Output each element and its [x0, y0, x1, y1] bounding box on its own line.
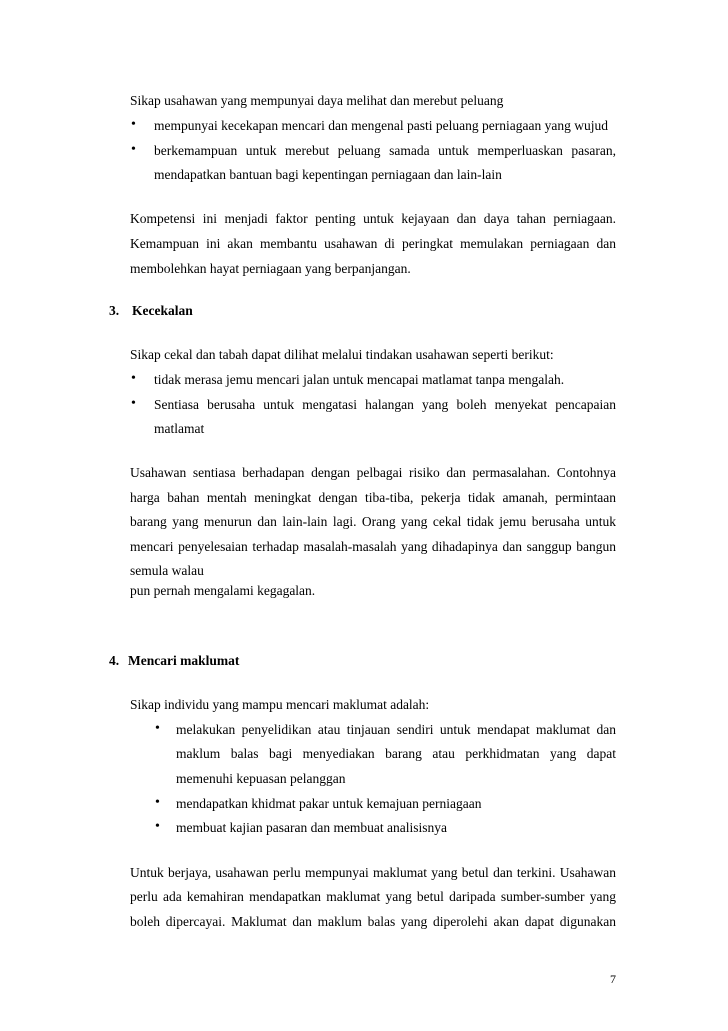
top-bullet-1-line-1: mempunyai kecekapan mencari dan mengenal pasti peluang perniagaan yang wujud — [154, 118, 608, 133]
section-4-bullet-2-line-1: mendapatkan khidmat pakar untuk kemajuan perniagaan — [176, 796, 482, 811]
section-3-paragraph-line-3: barang yang menurun dan lain-lain lagi. Orang yang cekal tidak jemu berusaha untuk — [130, 514, 616, 529]
bullet-icon: • — [131, 371, 136, 386]
section-3-paragraph-line-5: semula walau — [130, 563, 204, 578]
bullet-icon: • — [155, 721, 160, 736]
bullet-icon: • — [155, 795, 160, 810]
section-3-number: 3. — [109, 303, 120, 318]
top-bullet-2-line-2: mendapatkan bantuan bagi kepentingan perniagaan dan lain-lain — [154, 167, 502, 182]
section-4-paragraph-line-2: perlu ada kemahiran mendapatkan maklumat yang betul daripada sumber-sumber yang — [130, 889, 616, 904]
section-3-bullet-2-line-1: Sentiasa berusaha untuk mengatasi halangan yang boleh menyekat pencapaian — [154, 397, 616, 412]
section-3-bullet-2-line-2: matlamat — [154, 421, 205, 436]
section-4-paragraph-line-1: Untuk berjaya, usahawan perlu mempunyai maklumat yang betul dan terkini. Usahawan — [130, 865, 616, 880]
top-paragraph-line-2: Kemampuan ini akan membantu usahawan di peringkat memulakan perniagaan dan — [130, 236, 616, 251]
section-3-paragraph-line-4: mencari penyelesaian terhadap masalah-masalah yang dihadapinya dan sanggup bangun — [130, 539, 616, 554]
section-3-bullet-1-line-1: tidak merasa jemu mencari jalan untuk mencapai matlamat tanpa mengalah. — [154, 372, 565, 387]
bullet-icon: • — [131, 142, 136, 157]
top-intro: Sikap usahawan yang mempunyai daya melihat dan merebut peluang — [130, 93, 504, 108]
top-paragraph-line-3: membolehkan hayat perniagaan yang berpanjangan. — [130, 261, 411, 276]
section-4-number: 4. — [109, 653, 120, 668]
section-4-bullet-1-line-3: memenuhi kepuasan pelanggan — [176, 771, 346, 786]
top-bullet-2-line-1: berkemampuan untuk merebut peluang samada untuk memperluaskan pasaran, — [154, 143, 616, 158]
section-3-intro: Sikap cekal dan tabah dapat dilihat melalui tindakan usahawan seperti berikut: — [130, 347, 554, 362]
section-4-bullet-1-line-2: maklum balas bagi menyediakan barang atau perkhidmatan yang dapat — [176, 746, 616, 761]
bullet-icon: • — [131, 396, 136, 411]
page-number: 7 — [610, 972, 616, 986]
section-4-bullet-1-line-1: melakukan penyelidikan atau tinjauan sendiri untuk mendapat maklumat dan — [176, 722, 616, 737]
section-4-intro: Sikap individu yang mampu mencari maklumat adalah: — [130, 697, 430, 712]
bullet-icon: • — [155, 819, 160, 834]
section-3-paragraph-line-6: pun pernah mengalami kegagalan. — [130, 583, 316, 598]
section-4-title: Mencari maklumat — [128, 653, 240, 668]
bullet-icon: • — [131, 117, 136, 132]
section-4-bullet-3-line-1: membuat kajian pasaran dan membuat analisisnya — [176, 820, 448, 835]
section-3-title: Kecekalan — [132, 303, 193, 318]
section-4-paragraph-line-3: boleh dipercayai. Maklumat dan maklum balas yang diperolehi akan dapat digunakan — [130, 914, 616, 929]
top-paragraph-line-1: Kompetensi ini menjadi faktor penting untuk kejayaan dan daya tahan perniagaan. — [130, 211, 616, 226]
section-3-paragraph-line-2: harga bahan mentah meningkat dengan tiba-tiba, pekerja tidak amanah, permintaan — [130, 490, 616, 505]
section-3-paragraph-line-1: Usahawan sentiasa berhadapan dengan pelbagai risiko dan permasalahan. Contohnya — [130, 465, 616, 480]
